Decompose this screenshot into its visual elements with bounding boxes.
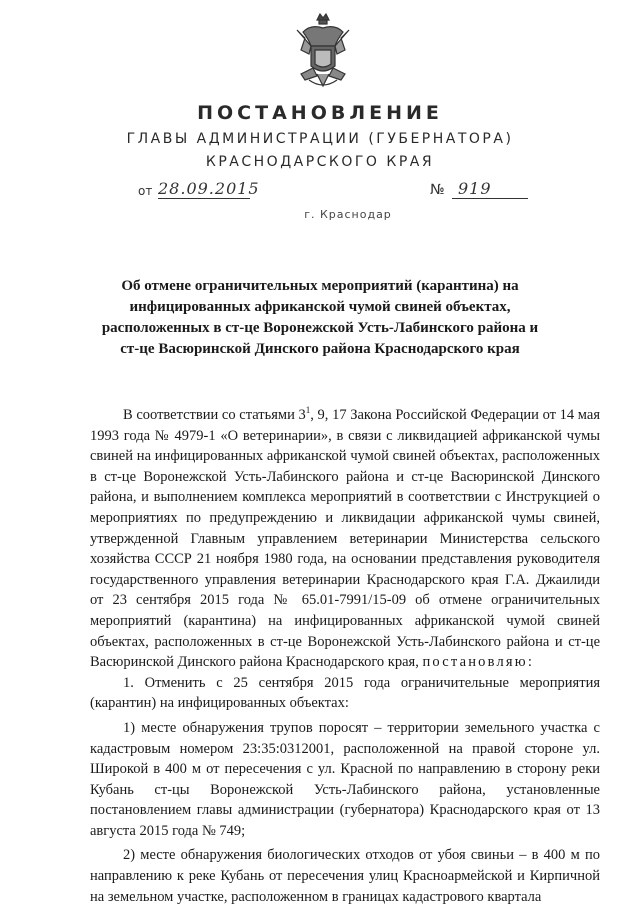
document-type-heading: ПОСТАНОВЛЕНИЕ	[197, 102, 443, 124]
clause-1: 1. Отменить с 25 сентября 2015 года ограничительные мероприятия (карантин) на инфицированных объектах:	[90, 674, 600, 712]
clause-1-item-1: 1) месте обнаружения трупов поросят – территории земельного участка с кадастровым номером 23:35:0312001, расположенной на правой стороне ул. Широкой в 400 м от пересечения с ул. Красной по направлению в сторону реки Кубань ст-цы Воронежской Усть-Лабинского района, установленные постановлением главы администрации (губернатора) Краснодарского края от 13 августа 2015 года № 749;	[90, 719, 600, 839]
city: г. Краснодар	[304, 208, 392, 221]
title-line: Об отмене ограничительных мероприятий (карантина) на	[121, 278, 519, 294]
preamble-text: , 9, 17 Закона Российской Федерации от 14 мая 1993 года № 4979-1 «О ветеринарии», в связи с ликвидацией африканской чумы свиней на инфицированных африканской чумой свиней объектах, расположенных в ст-це Воронежской Усть-Лабинского района и ст-це Васюринской Динского района, и выполнением комплекса мероприятий в соответствии с Инструкцией о мероприятиях по предупреждению и ликвидации африканской чумы свиней, утвержденной Главным управлением ветеринарии Министерства сельского хозяйства СССР 21 ноября 1980 года, на основании представления руководителя государственного управления ветеринарии Краснодарского края Г.А. Джаилиди от 23 сентября 2015 года № 65.01-7991/15-09 об отмене ограничительных мероприятий (карантина) на инфицированных африканской чумой свиней объектах, расположенных в ст-це Воронежской Усть-Лабинского района и ст-це Васюринской Динского района Краснодарского края,	[90, 407, 600, 671]
issuer-heading: ГЛАВЫ АДМИНИСТРАЦИИ (ГУБЕРНАТОРА)	[126, 131, 514, 147]
resolve-word: постановляю:	[422, 654, 535, 671]
date-value: 28.09.2015	[158, 179, 260, 198]
title-line: расположенных в ст-це Воронежской Усть-Лабинского района и	[101, 320, 539, 336]
region-heading: КРАСНОДАРСКОГО КРАЯ	[205, 154, 435, 170]
date-label: от	[138, 184, 153, 198]
document-body	[90, 405, 600, 907]
number-value: 919	[452, 180, 528, 199]
preamble-paragraph	[90, 405, 600, 673]
number-label: №	[430, 182, 445, 198]
clause-1-item-2: 2) месте обнаружения биологических отходов от убоя свиньи – в 400 м по направлению к реке Кубань от пересечения улиц Красноармейской и Кирпичной на земельном участке, расположенном в границах кадастрового квартала	[90, 847, 600, 905]
article-superscript: 1	[305, 405, 311, 416]
title-line: ст-це Васюринской Динского района Краснодарского края	[120, 341, 520, 357]
title-line: инфицированных африканской чумой свиней объектах,	[129, 299, 511, 315]
preamble-start: В соответствии со статьями 3	[123, 407, 306, 423]
coat-of-arms-icon	[291, 10, 355, 92]
document-title	[100, 276, 540, 360]
